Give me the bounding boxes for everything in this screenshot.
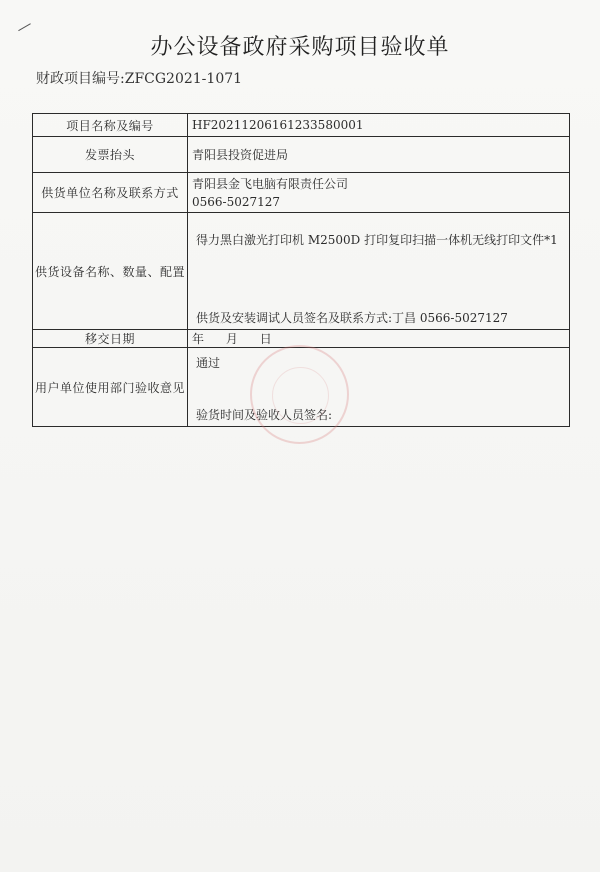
faint-seal-stamp — [250, 345, 349, 444]
faint-seal-inner-ring — [272, 367, 329, 424]
table-row — [33, 213, 570, 330]
finance-project-code: 财政项目编号:ZFCG2021-1071 — [36, 71, 243, 87]
project-code-value: HF20211206161233580001 — [188, 114, 570, 137]
date-month: 月 — [225, 332, 240, 346]
table-row — [33, 173, 570, 213]
transfer-date-label: 移交日期 — [33, 330, 188, 348]
supplier-name: 青阳县金飞电脑有限责任公司 — [192, 176, 349, 191]
document-title: 办公设备政府采购项目验收单 — [150, 35, 450, 60]
acceptance-value — [188, 348, 570, 427]
supplier-value — [188, 173, 570, 213]
acceptance-opinion: 通过 — [196, 356, 221, 370]
supplier-phone: 0566-5027127 — [192, 194, 281, 209]
invoice-header-value: 青阳县投资促进局 — [188, 137, 570, 173]
supplier-label: 供货单位名称及联系方式 — [33, 173, 188, 213]
acceptance-label: 用户单位使用部门验收意见 — [33, 348, 188, 427]
equipment-value — [188, 213, 570, 330]
transfer-date-value — [188, 330, 570, 348]
equipment-description: 得力黑白激光打印机 M2500D 打印复印扫描一体机无线打印文件*1 — [196, 233, 558, 247]
table-row — [33, 114, 570, 137]
equipment-label: 供货设备名称、数量、配置 — [33, 213, 188, 330]
inspector-line: 验货时间及验收人员签名: — [196, 408, 333, 422]
table-row — [33, 137, 570, 173]
date-day: 日 — [259, 332, 274, 346]
invoice-header-label: 发票抬头 — [33, 137, 188, 173]
project-code-label: 项目名称及编号 — [33, 114, 188, 137]
date-year: 年 — [192, 332, 207, 346]
installer-signature: 供货及安装调试人员签名及联系方式:丁昌 0566-5027127 — [196, 311, 508, 325]
